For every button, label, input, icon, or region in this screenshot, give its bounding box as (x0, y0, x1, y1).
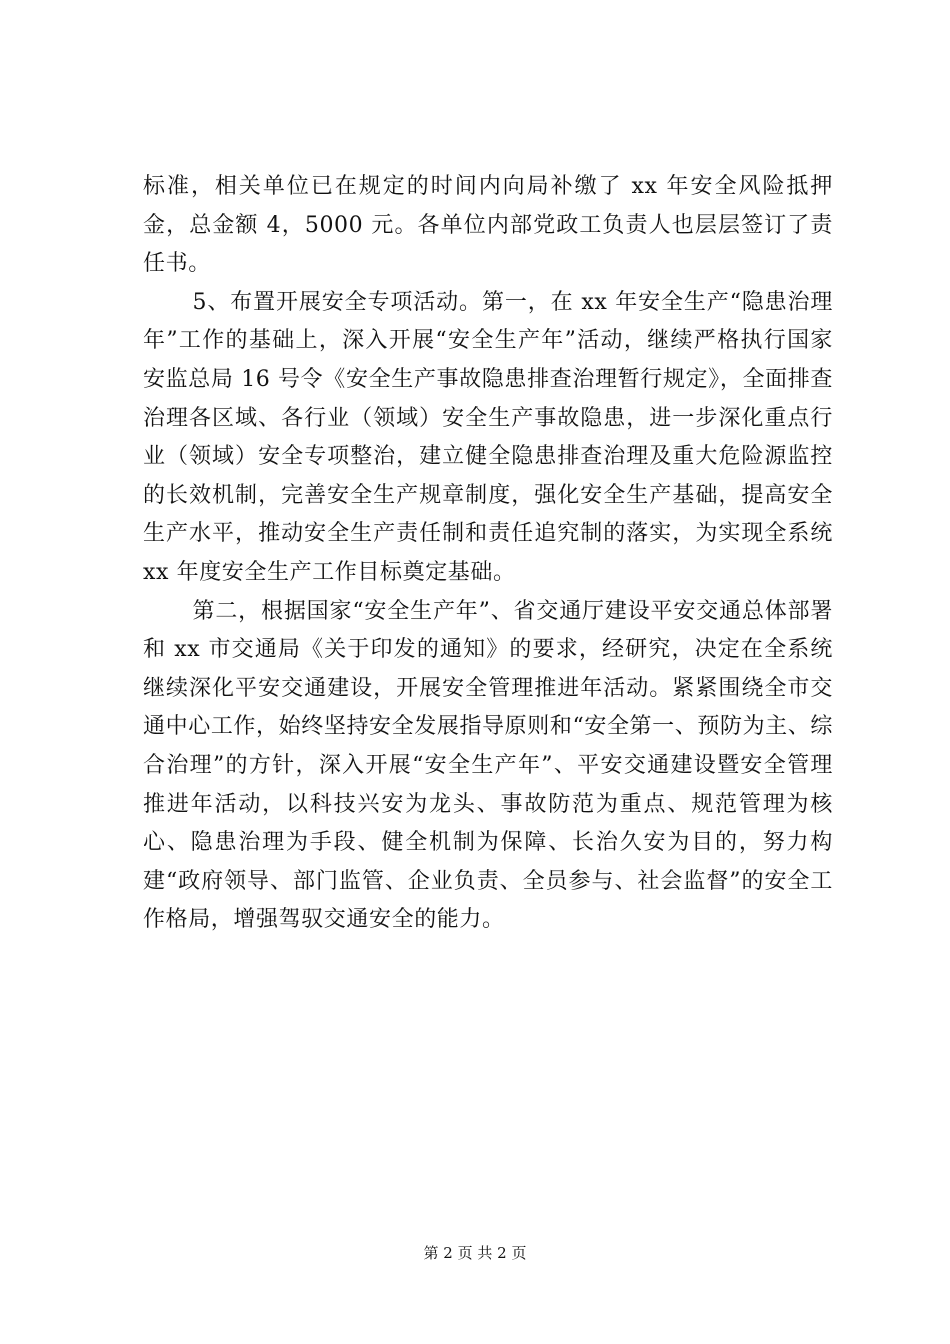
page-number-footer: 第 2 页 共 2 页 (423, 1244, 527, 1262)
paragraph-continuation: 标准，相关单位已在规定的时间内向局补缴了 xx 年安全风险抵押金，总金额 4，5000 元。各单位内部党政工负责人也层层签订了责任书。 (143, 174, 833, 277)
paragraph-second: 第二，根据国家“安全生产年”、省交通厅建设平安交通总体部署和 xx 市交通局《关于印发的通知》的要求，经研究，决定在全系统继续深化平安交通建设，开展安全管理推进年活动。紧紧围绕全市交通中心工作，始终坚持安全发展指导原则和“安全第一、预防为主、综合治理”的方针，深入开展“安全生产年”、平安交通建设暨安全管理推进年活动，以科技兴安为龙头、事故防范为重点、规范管理为核心、隐患治理为手段、健全机制为保障、长治久安为目的，努力构建“政府领导、部门监管、企业负责、全员参与、社会监督”的安全工作格局，增强驾驭交通安全的能力。 (143, 598, 833, 933)
paragraph-item-5: 5、布置开展安全专项活动。第一，在 xx 年安全生产“隐患治理年”工作的基础上，深入开展“安全生产年”活动，继续严格执行国家安监总局 16 号令《安全生产事故隐患排查治理暂行规定》，全面排查治理各区域、各行业（领域）安全生产事故隐患，进一步深化重点行业（领域）安全专项整治，建立健全隐患排查治理及重大危险源监控的长效机制，完善安全生产规章制度，强化安全生产基础，提高安全生产水平，推动安全生产责任制和责任追究制的落实，为实现全系统 xx 年度安全生产工作目标奠定基础。 (143, 289, 833, 585)
document-body (143, 168, 833, 940)
